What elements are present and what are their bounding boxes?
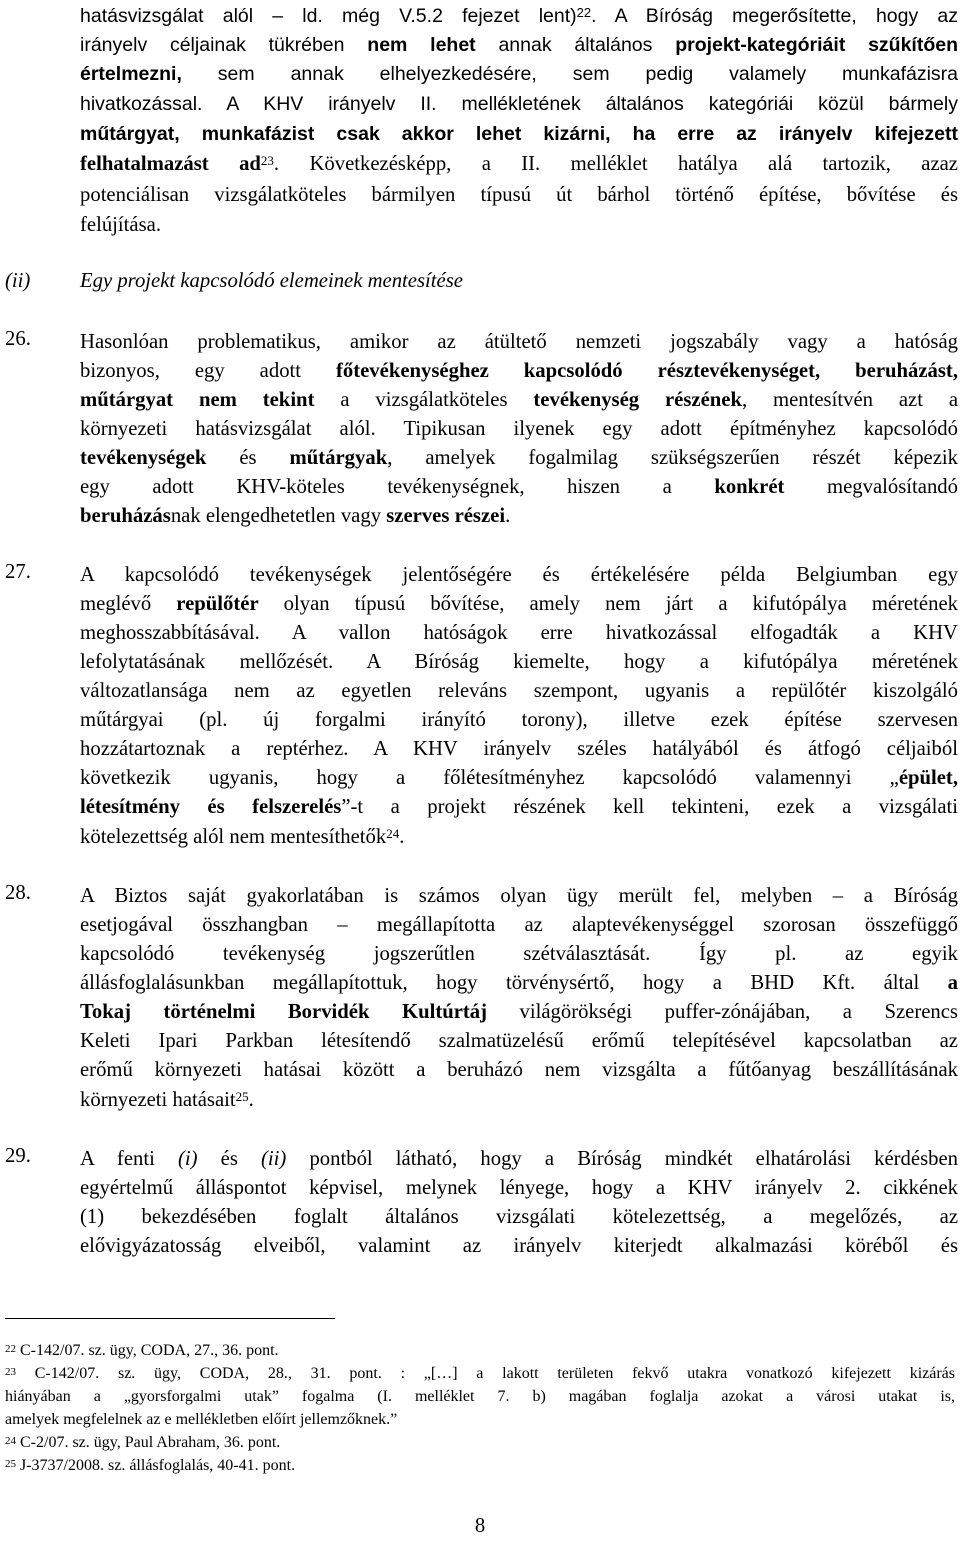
footnote-ref: 24 — [386, 826, 400, 841]
section-number: (ii) — [5, 270, 31, 292]
text-line: egy adott KHV-köteles tevékenységnek, hiszen a konkrét megvalósítandó — [80, 476, 958, 498]
text-line: meghosszabbításával. A vallon hatóságok erre hivatkozással elfogadták a KHV — [80, 622, 958, 644]
text-line: műtárgyat, munkafázist csak akkor lehet kizárni, ha erre az irányelv kifejezett — [80, 123, 958, 145]
footnote-24: $^{24}$ C-2/07. sz. ügy, Paul Abraham, 36. pont. — [5, 1434, 281, 1451]
text-line: A fenti (i) és (ii) pontból látható, hogy a Bíróság mindkét elhatárolási kérdésben — [80, 1148, 958, 1170]
text-line: állásfoglalásunkban megállapítottuk, hogy törvénysértő, hogy a BHD Kft. által a — [80, 972, 958, 994]
text-line: egyértelmű álláspontot képvisel, melynek lényege, hogy a KHV irányelv 2. cikkének — [80, 1177, 958, 1199]
text-line: értelmezni, sem annak elhelyezkedésére, sem pedig valamely munkafázisra — [80, 63, 958, 85]
text-line: potenciálisan vizsgálatköteles bármilyen típusú út bárhol történő építése, bővítése és — [80, 184, 958, 206]
text-line: kötelezettség alól nem mentesíthetők$^{24}$. — [80, 826, 405, 848]
text-line: erőmű környezeti hatásai között a beruházó nem vizsgálta a fűtőanyag beszállításának — [80, 1059, 958, 1081]
text-line: (1) bekezdésében foglalt általános vizsgálati kötelezettség, a megelőzés, az — [80, 1206, 958, 1228]
text-line: műtárgyat nem tekint a vizsgálatköteles tevékenység részének, mentesítvén azt a — [80, 389, 959, 411]
text-line: változatlansága nem az egyetlen releváns szempont, ugyanis a repülőtér kiszolgáló — [80, 680, 958, 702]
text-line: környezeti hatásvizsgálat alól. Tipikusan ilyenek egy adott építményhez kapcsolódó — [80, 418, 958, 440]
footnote-23: $^{23}$ C-142/07. sz. ügy, CODA, 28., 31. pont. : „[…] a lakott területen fekvő utakra vonatkozó kifejezett kizárás — [5, 1365, 955, 1382]
paragraph-number: 26. — [5, 328, 31, 350]
text-line: környezeti hatásait$^{25}$. — [80, 1089, 254, 1111]
text-line: hivatkozással. A KHV irányelv II. mellékletének általános kategóriái közül bármely — [80, 93, 958, 115]
text-line: bizonyos, egy adott főtevékenységhez kapcsolódó résztevékenységet, beruházást, — [80, 360, 958, 382]
text-line: elővigyázatosság elveiből, valamint az irányelv kiterjedt alkalmazási köréből és — [80, 1235, 958, 1257]
text-line: műtárgyai (pl. új forgalmi irányító torony), illetve ezek építése szervesen — [80, 709, 958, 731]
paragraph-number: 27. — [5, 561, 31, 583]
text-line: tevékenységek és műtárgyak, amelyek fogalmilag szükségszerűen részét képezik — [80, 447, 958, 469]
section-heading: Egy projekt kapcsolódó elemeinek mentesítése — [80, 270, 463, 292]
text-line: Keleti Ipari Parkban létesítendő szalmatüzelésű erőmű telepítésével kapcsolatban az — [80, 1030, 958, 1052]
text-line: hozzátartoznak a reptérhez. A KHV irányelv széles hatályából és átfogó céljaiból — [80, 738, 958, 760]
text-line: kapcsolódó tevékenység jogszerűtlen szétválasztását. Így pl. az egyik — [80, 943, 958, 965]
text-line: Hasonlóan problematikus, amikor az átültető nemzeti jogszabály vagy a hatóság — [80, 331, 958, 353]
text-line: meglévő repülőtér olyan típusú bővítése, amely nem járt a kifutópálya méretének — [80, 593, 958, 615]
text-line: felhatalmazást $ad^{23}$. Következésképp, a II. melléklet hatálya alá tartozik, azaz — [80, 153, 958, 175]
text-line: irányelv céljainak tükrében nem lehet annak általános projekt-kategóriáit szűkítően — [80, 34, 959, 56]
text-line: Tokaj történelmi Borvidék Kultúrtáj világörökségi puffer-zónájában, a Szerencs — [80, 1001, 958, 1023]
footnote-ref: 25 — [235, 1089, 249, 1104]
footnote-ref: 23 — [260, 153, 274, 168]
text-line: A Biztos saját gyakorlatában is számos olyan ügy merült fel, melyben – a Bíróság — [80, 885, 958, 907]
footnote-separator — [5, 1318, 335, 1319]
text-line: felújítása. — [80, 214, 161, 236]
paragraph-number: 28. — [5, 882, 31, 904]
footnote-ref: 22 — [576, 5, 592, 20]
text-line: hatásvizsgálat alól – ld. még V.5.2 fejezet lent)$^{22}$. A Bíróság megerősítette, hogy az — [80, 5, 958, 27]
footnote-23-cont: amelyek megfelelnek az e mellékletben előírt jellemzőknek.” — [5, 1411, 398, 1428]
text-line: lefolytatásának mellőzését. A Bíróság kiemelte, hogy a kifutópálya méretének — [80, 651, 958, 673]
footnote-23-cont: hiányában a „gyorsforgalmi utak” fogalma (I. melléklet 7. b) magában foglalja azokat a városi utakat is, — [5, 1388, 955, 1405]
footnote-22: $^{22}$ C-142/07. sz. ügy, CODA, 27., 36. pont. — [5, 1342, 279, 1359]
page-number: 8 — [474, 1515, 486, 1537]
text-line: A kapcsolódó tevékenységek jelentőségére és értékelésére példa Belgiumban egy — [80, 564, 958, 586]
text-line: létesítmény és felszerelés”-t a projekt részének kell tekinteni, ezek a vizsgálati — [80, 796, 958, 818]
text-line: következik ugyanis, hogy a főlétesítményhez kapcsolódó valamennyi „épület, — [80, 767, 958, 789]
footnote-25: $^{25}$ J-3737/2008. sz. állásfoglalás, 40-41. pont. — [5, 1457, 296, 1474]
text-line: beruházásnak elengedhetetlen vagy szerves részei. — [80, 505, 511, 527]
paragraph-number: 29. — [5, 1145, 31, 1167]
text-line: esetjogával összhangban – megállapította az alaptevékenységgel szorosan összefüggő — [80, 914, 958, 936]
